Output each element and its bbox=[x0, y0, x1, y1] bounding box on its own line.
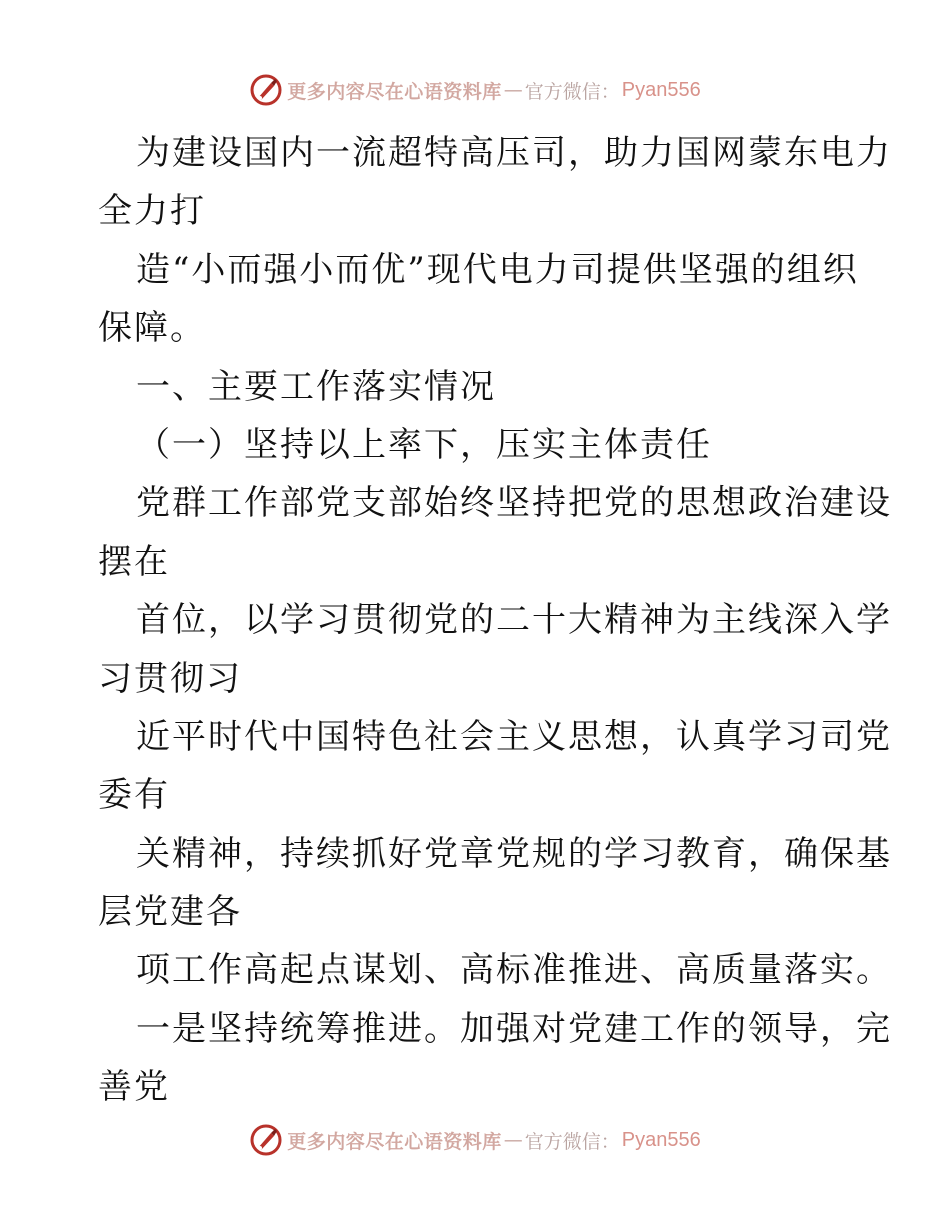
text-line: 关精神，持续抓好党章党规的学习教育，确保基 bbox=[136, 833, 892, 874]
text-line: 为建设国内一流超特高压司，助力国网蒙东电力 bbox=[136, 133, 892, 173]
subsection-heading: （一）坚持以上率下，压实主体责任 bbox=[136, 424, 712, 465]
text-line: 委有 bbox=[98, 775, 170, 816]
watermark-sub-text: 官方微信： bbox=[524, 80, 620, 103]
text-line: 全力打 bbox=[98, 191, 206, 232]
text-line: 保障。 bbox=[98, 308, 206, 349]
section-heading: 一、主要工作落实情况 bbox=[136, 366, 496, 407]
text-line: 一是坚持统筹推进。加强对党建工作的领导，完 bbox=[136, 1008, 892, 1049]
text-line: 首位，以学习贯彻党的二十大精神为主线深入学 bbox=[136, 600, 892, 641]
watermark-sub-text: 官方微信： bbox=[524, 1130, 620, 1153]
text-line: 摆在 bbox=[98, 541, 170, 582]
document-body bbox=[98, 124, 892, 1117]
text-line: 层党建各 bbox=[98, 892, 242, 933]
watermark-dash: — bbox=[503, 79, 523, 101]
watermark-account: Pyan556 bbox=[621, 1128, 701, 1151]
watermark-account: Pyan556 bbox=[621, 78, 701, 101]
text-line: 项工作高起点谋划、高标准推进、高质量落实。 bbox=[136, 950, 892, 991]
text-line: 党群工作部党支部始终坚持把党的思想政治建设 bbox=[136, 483, 892, 524]
pen-logo-icon bbox=[249, 1123, 283, 1157]
text-line: 近平时代中国特色社会主义思想，认真学习司党 bbox=[136, 716, 892, 757]
text-line: 造“小而强小而优”现代电力司提供坚强的组织 bbox=[136, 249, 859, 290]
watermark-main-text: 更多内容尽在心语资料库 bbox=[287, 1130, 502, 1153]
watermark-footer bbox=[0, 1118, 950, 1162]
text-line: 习贯彻习 bbox=[98, 658, 242, 699]
text-line: 善党 bbox=[98, 1067, 170, 1108]
watermark-main-text: 更多内容尽在心语资料库 bbox=[287, 80, 502, 103]
watermark-dash: — bbox=[503, 1129, 523, 1151]
watermark-header bbox=[0, 68, 950, 112]
pen-logo-icon bbox=[249, 73, 283, 107]
